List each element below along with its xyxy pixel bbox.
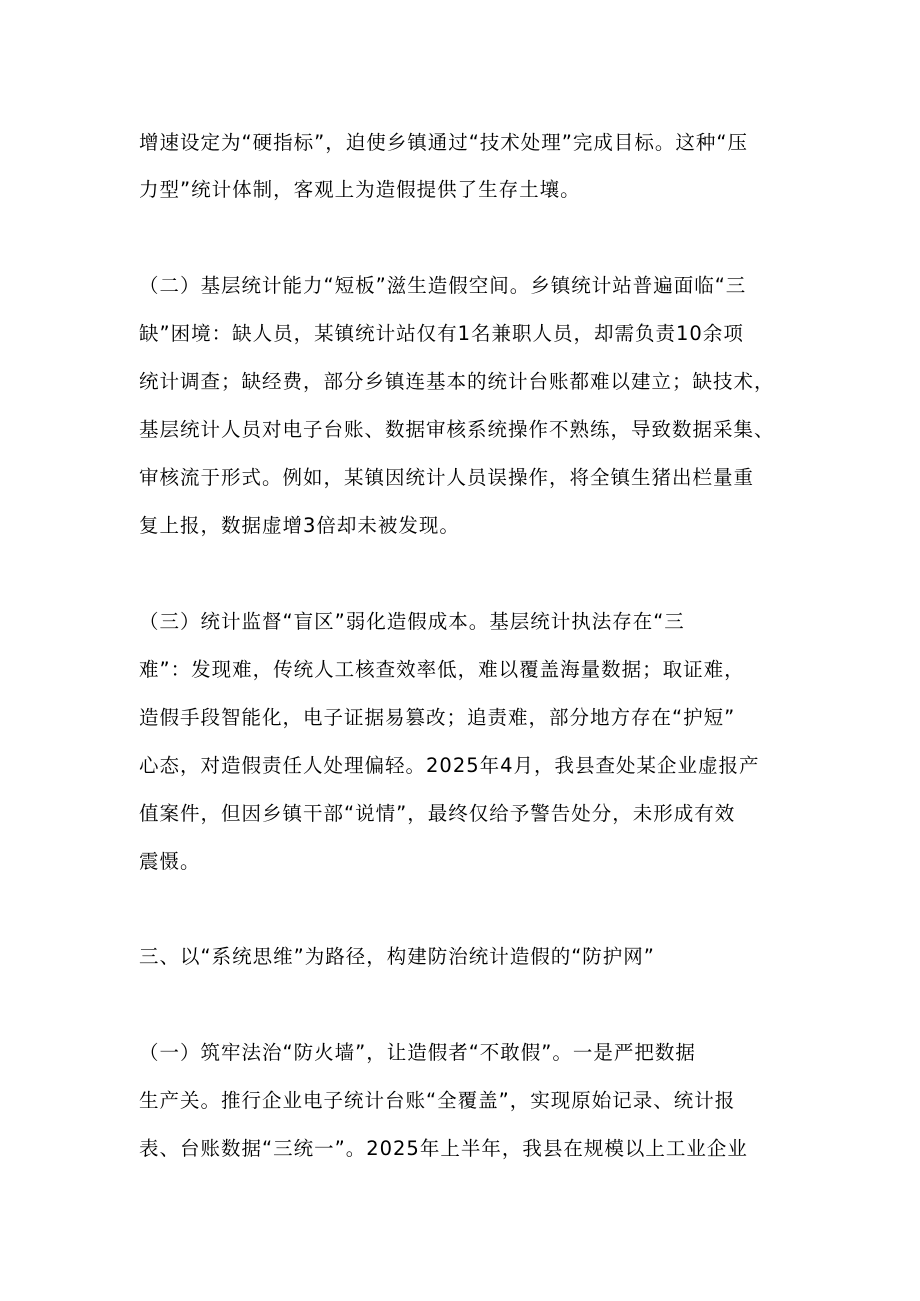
text-line: 震慑。 [139,850,201,873]
text-line: 增速设定为“硬指标”，迫使乡镇通过“技术处理”完成目标。这种“压 [139,131,749,154]
text-line: （二）基层统计能力“短板”滋生造假空间。乡镇统计站普遍面临“三 [139,274,747,297]
text-line: 基层统计人员对电子台账、数据审核系统操作不熟练，导致数据采集、 [139,418,775,441]
text-line: （三）统计监督“盲区”弱化造假成本。基层统计执法存在“三 [139,610,685,633]
text-line: 表、台账数据“三统一”。2025年上半年，我县在规模以上工业企业 [139,1137,748,1160]
text-line: 生产关。推行企业电子统计台账“全覆盖”，实现原始记录、统计报 [139,1089,736,1112]
text-line: 统计调查；缺经费，部分乡镇连基本的统计台账都难以建立；缺技术， [139,370,775,393]
text-line: 审核流于形式。例如，某镇因统计人员误操作，将全镇生猪出栏量重 [139,466,755,489]
text-line: （一）筑牢法治“防火墙”，让造假者“不敢假”。一是严把数据 [139,1041,696,1064]
text-line: 复上报，数据虚增3倍却未被发现。 [139,514,460,537]
heading-line: 三、以“系统思维”为路径，构建防治统计造假的“防护网” [139,945,655,968]
text-line: 值案件，但因乡镇干部“说情”，最终仅给予警告处分，未形成有效 [139,802,736,825]
text-line: 难”：发现难，传统人工核查效率低，难以覆盖海量数据；取证难， [139,658,745,681]
text-line: 力型”统计体制，客观上为造假提供了生存土壤。 [139,178,581,201]
text-line: 缺”困境：缺人员，某镇统计站仅有1名兼职人员，却需负责10余项 [139,322,744,345]
text-line: 心态，对造假责任人处理偏轻。2025年4月，我县查处某企业虚报产 [139,754,760,777]
text-line: 造假手段智能化，电子证据易篡改；追责难，部分地方存在“护短” [139,706,736,729]
